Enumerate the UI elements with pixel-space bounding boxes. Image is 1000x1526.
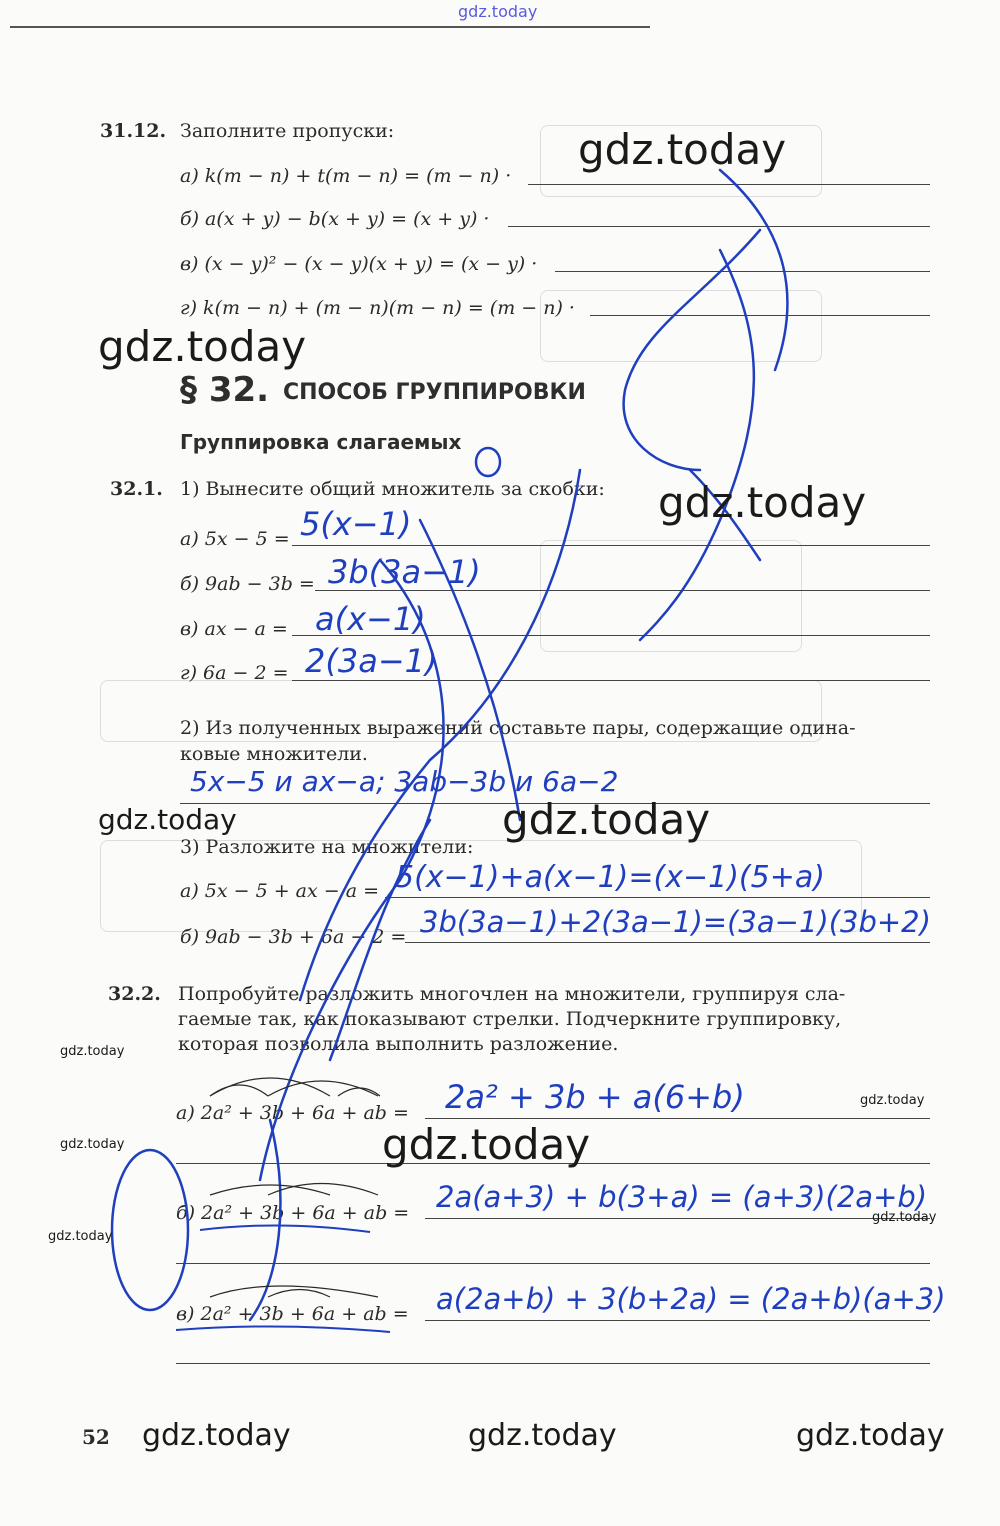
item-b: б) 2a² + 3b + 6a + ab = xyxy=(176,1202,410,1224)
grouping-arrow xyxy=(268,1081,378,1096)
exercise-number: 31.12. xyxy=(100,120,167,142)
page-number: 52 xyxy=(82,1425,110,1449)
handwritten-answer: 3b(3a−1) xyxy=(328,553,481,591)
handwritten-answer: 2(3a−1) xyxy=(305,642,438,680)
item-a: а) 2a² + 3b + 6a + ab = xyxy=(176,1102,409,1124)
grouping-arrow xyxy=(210,1078,330,1096)
task-2-line1: 2) Из полученных выражений составьте пары, содержащие одина- xyxy=(180,717,856,739)
handwritten-answer: a(x−1) xyxy=(315,600,426,638)
item-c: в) 2a² + 3b + 6a + ab = xyxy=(176,1303,409,1325)
watermark: gdz.today xyxy=(382,1120,591,1169)
item-a3: а) 5x − 5 + ax − a = xyxy=(180,880,379,902)
watermark: gdz.today xyxy=(468,1418,617,1453)
answer-line xyxy=(176,1363,930,1364)
answer-line xyxy=(176,1263,930,1264)
task-2-line2: ковые множители. xyxy=(180,743,368,765)
answer-line xyxy=(292,680,930,681)
exercise-text-l3: которая позволила выполнить разложение. xyxy=(178,1033,619,1055)
top-rule xyxy=(10,26,650,28)
exercise-text-l1: Попробуйте разложить многочлен на множители, группируя сла- xyxy=(178,983,846,1005)
section-title: СПОСОБ ГРУППИРОВКИ xyxy=(283,380,586,405)
answer-line xyxy=(425,1218,930,1219)
watermark: gdz.today xyxy=(98,803,237,836)
watermark: gdz.today xyxy=(578,125,787,174)
watermark: gdz.today xyxy=(48,1229,113,1244)
exercise-title: Заполните пропуски: xyxy=(180,120,395,142)
item-b: б) 9ab − 3b = xyxy=(180,573,315,595)
item-c: в) (x − y)² − (x − y)(x + y) = (x − y) · xyxy=(180,253,538,275)
item-b3: б) 9ab − 3b + 6a − 2 = xyxy=(180,926,407,948)
underline-stroke xyxy=(176,1326,390,1332)
item-c: в) ax − a = xyxy=(180,618,288,640)
underline-stroke xyxy=(200,1225,370,1232)
item-b: б) a(x + y) − b(x + y) = (x + y) · xyxy=(180,208,490,230)
watermark: gdz.today xyxy=(60,1137,125,1152)
answer-line xyxy=(292,545,930,546)
watermark: gdz.today xyxy=(658,478,867,527)
watermark: gdz.today xyxy=(98,322,307,371)
answer-line xyxy=(590,315,930,316)
answer-line xyxy=(385,897,930,898)
handwritten-answer: 2a(a+3) + b(3+a) = (a+3)(2a+b) xyxy=(436,1180,928,1214)
grouping-arrow xyxy=(268,1290,330,1298)
section-subtitle: Группировка слагаемых xyxy=(180,430,462,454)
grouping-arrow xyxy=(210,1085,268,1096)
answer-line xyxy=(555,271,930,272)
handwritten-answer: 2a² + 3b + a(6+b) xyxy=(445,1078,745,1116)
scribble-circle xyxy=(112,1150,188,1310)
handwritten-answer: 3b(3a−1)+2(3a−1)=(3a−1)(3b+2) xyxy=(420,905,931,939)
item-a: а) k(m − n) + t(m − n) = (m − n) · xyxy=(180,165,512,187)
watermark: gdz.today xyxy=(872,1210,937,1225)
task-3: 3) Разложите на множители: xyxy=(180,836,474,858)
watermark: gdz.today xyxy=(142,1418,291,1453)
grouping-arrow xyxy=(210,1185,330,1195)
task-1: 1) Вынесите общий множитель за скобки: xyxy=(180,478,605,500)
watermark: gdz.today xyxy=(796,1418,945,1453)
handwritten-answer: a(2a+b) + 3(b+2a) = (2a+b)(a+3) xyxy=(436,1282,946,1316)
handwritten-answer: 5(x−1) xyxy=(300,505,412,543)
item-a: а) 5x − 5 = xyxy=(180,528,290,550)
answer-line xyxy=(425,1118,930,1119)
handwritten-answer: 5x−5 и ax−a; 3ab−3b и 6a−2 xyxy=(190,765,619,798)
grouping-arrow xyxy=(268,1184,378,1196)
grouping-arrow xyxy=(338,1088,380,1096)
top-watermark: gdz.today xyxy=(458,2,538,21)
item-d: г) 6a − 2 = xyxy=(180,662,289,684)
watermark: gdz.today xyxy=(860,1093,925,1108)
answer-line xyxy=(508,226,930,227)
watermark: gdz.today xyxy=(502,795,711,844)
exercise-number: 32.2. xyxy=(108,983,161,1005)
item-d: г) k(m − n) + (m − n)(m − n) = (m − n) · xyxy=(180,297,575,319)
grouping-arrow xyxy=(210,1286,378,1297)
exercise-text-l2: гаемые так, как показывают стрелки. Подчеркните группировку, xyxy=(178,1008,842,1030)
answer-line xyxy=(405,942,930,943)
answer-line xyxy=(425,1320,930,1321)
bleed-box xyxy=(540,290,822,362)
scribble-circle xyxy=(476,448,500,476)
answer-line xyxy=(528,184,930,185)
handwritten-answer: 5(x−1)+a(x−1)=(x−1)(5+a) xyxy=(395,860,825,895)
exercise-number: 32.1. xyxy=(110,478,163,500)
section-number: § 32. xyxy=(180,370,270,410)
watermark: gdz.today xyxy=(60,1044,125,1059)
